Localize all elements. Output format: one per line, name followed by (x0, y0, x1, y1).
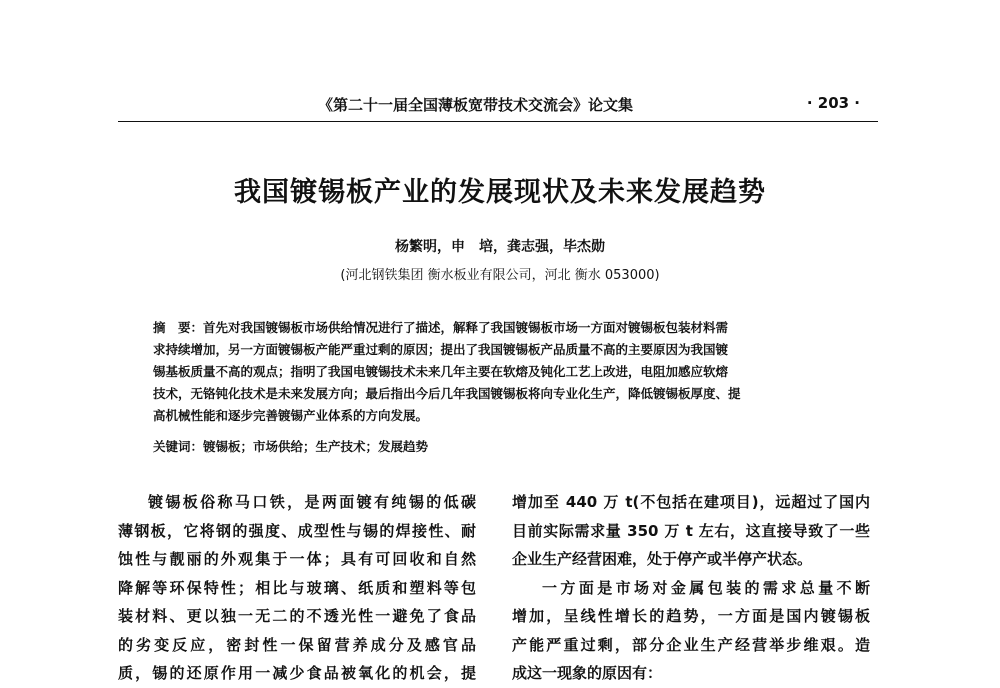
author-list: 杨繁明，申 培，龚志强，毕杰勋 (395, 239, 605, 255)
abstract-line: 技术，无铬钝化技术是未来发展方向；最后指出今后几年我国镀锡板将向专业化生产，降低镀锡板厚度、提 (153, 386, 741, 401)
cut-off-line (540, 678, 840, 683)
body-line: 一方面是市场对金属包装的需求总量不断 (542, 578, 870, 597)
header-rule (118, 121, 878, 122)
abstract-line: 锡基板质量不高的观点；指明了我国电镀锡技术未来几年主要在软熔及钝化工艺上改进，电阻加感应软熔 (153, 364, 729, 379)
body-line: 蚀性与靓丽的外观集于一体；具有可回收和自然 (118, 550, 476, 568)
keywords (153, 437, 843, 455)
body-line: 成这一现象的原因有： (512, 664, 663, 682)
journal-title: 《第二十一届全国薄板宽带技术交流会》论文集 (318, 96, 634, 114)
body-left-column (118, 488, 476, 688)
abstract-label: 摘 要： (153, 320, 204, 335)
abstract (153, 317, 843, 427)
body-line: 企业生产经营困难，处于停产或半停产状态。 (512, 550, 813, 568)
abstract-line: 高机械性能和逐步完善镀锡产业体系的方向发展。 (153, 408, 429, 423)
affiliation: (河北钢铁集团 衡水板业有限公司，河北 衡水 053000) (340, 268, 660, 283)
body-line: 产能严重过剩，部分企业生产经营举步维艰。造 (512, 635, 870, 654)
keywords-label: 关键词： (153, 439, 204, 454)
body-line: 增加至 440 万 t(不包括在建项目)，远超过了国内 (512, 493, 870, 511)
keywords-text: 镀锡板；市场供给；生产技术；发展趋势 (203, 439, 429, 454)
body-line: 增加，呈线性增长的趋势，一方面是国内镀锡板 (512, 607, 870, 625)
body-line: 目前实际需求量 350 万 t 左右，这直接导致了一些 (512, 521, 870, 540)
body-right-column (512, 488, 870, 688)
page-number: · 203 · (806, 94, 860, 112)
abstract-line: 摘 要：首先对我国镀锡板市场供给情况进行了描述，解释了我国镀锡板市场一方面对镀锡板包装材料需 (153, 320, 729, 335)
body-line: 的劣变反应，密封性一保留营养成分及感官品 (118, 635, 476, 654)
running-header (118, 92, 876, 116)
body-line: 质，锡的还原作用一减少食品被氧化的机会，提 (118, 664, 476, 682)
abstract-line: 求持续增加，另一方面镀锡板产能严重过剩的原因；提出了我国镀锡板产品质量不高的主要原因为我国镀 (153, 342, 729, 357)
body-line: 薄钢板，它将钢的强度、成型性与锡的焊接性、耐 (118, 521, 476, 540)
body-line: 镀锡板俗称马口铁，是两面镀有纯锡的低碳 (148, 493, 476, 511)
body-line: 装材料、更以独一无二的不透光性一避免了食品 (118, 607, 476, 625)
paper-title: 我国镀锡板产业的发展现状及未来发展趋势 (234, 177, 766, 208)
body-line: 降解等环保特性；相比与玻璃、纸质和塑料等包 (118, 578, 476, 597)
